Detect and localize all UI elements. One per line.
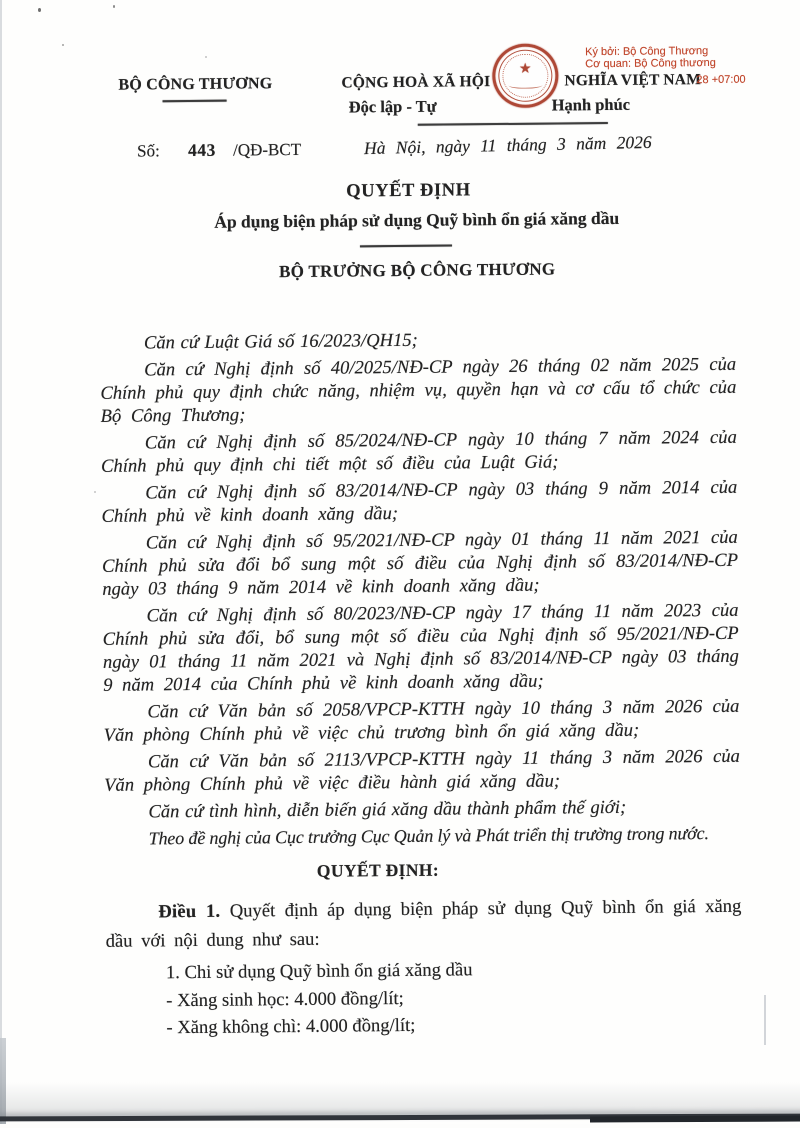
signature-agency: Cơ quan: Bộ Công thương: [585, 56, 716, 70]
document-title: QUYẾT ĐỊNH: [346, 180, 471, 202]
fund-usage-item: 1. Chi sử dụng Quỹ bình ổn giá xăng dầu: [165, 959, 473, 984]
preamble-paragraph: Căn cứ Văn bản số 2113/VPCP-KTTH ngày 11 tháng 3 năm 2026 của Văn phòng Chính phủ về việc điều hành giá xăng dầu;: [104, 745, 741, 796]
issuer-underline: [163, 100, 227, 103]
preamble-paragraph: Căn cứ Nghị định số 80/2023/NĐ-CP ngày 17 tháng 11 năm 2023 của Chính phủ sửa đổi, bổ sung một số điều của Nghị định số 95/2021/NĐ-CP ngày 01 tháng 11 năm 2021 và Nghị định số 83/2014/NĐ-CP ngày 03 tháng 9 năm 2014 của Chính phủ về kinh doanh xăng dầu;: [102, 599, 740, 696]
scan-speck: [113, 5, 115, 8]
national-motto-line1-left: CỘNG HOÀ XÃ HỘI: [341, 73, 491, 92]
signature-signed-by: Ký bởi: Bộ Công Thương: [585, 45, 709, 59]
scan-left-edge: [0, 0, 2, 1124]
article-1: [105, 892, 742, 956]
national-motto-line2-left: Độc lập - Tự: [348, 96, 437, 117]
scan-bottom-edge-dark: [590, 1116, 800, 1123]
decision-section: [105, 857, 743, 1043]
national-motto-line1-right: NGHĨA VIỆT NAM: [564, 71, 702, 90]
document-subject: Áp dụng biện pháp sử dụng Quỹ bình ổn giá xăng dầu: [214, 207, 620, 232]
scan-speck: [38, 8, 41, 12]
seal-star-icon: ★: [518, 61, 532, 77]
signature-timestamp-fragment: 28 +07:00: [696, 73, 746, 87]
article-1-label: Điều 1.: [158, 900, 221, 923]
scan-right-edge-line: [764, 995, 766, 1045]
preamble-paragraph: Căn cứ Luật Giá số 16/2023/QH15;: [143, 329, 418, 354]
issuing-agency-name: BỘ CÔNG THƯƠNG: [118, 75, 273, 94]
scan-speck: [94, 491, 96, 493]
preamble-paragraph: Căn cứ Nghị định số 95/2021/NĐ-CP ngày 01 tháng 11 năm 2021 của Chính phủ sửa đổi bổ sung một số điều của Nghị định số 83/2014/NĐ-CP ngày 03 tháng 9 năm 2014 về kinh doanh xăng dầu;: [101, 526, 739, 600]
scan-speck: [62, 44, 64, 46]
preamble-paragraph: Theo đề nghị của Cục trưởng Cục Quản lý và Phát triển thị trường trong nước.: [148, 823, 709, 849]
deciding-authority: BỘ TRƯỞNG BỘ CÔNG THƯƠNG: [278, 259, 556, 282]
preamble-section: [100, 326, 741, 855]
decision-heading: QUYẾT ĐỊNH:: [316, 859, 440, 881]
article-1-text: Quyết định áp dụng biện pháp sử dụng Quỹ bình ổn giá xăng dầu với nội dung như sau:: [105, 895, 742, 952]
doc-number-code: /QĐ-BCT: [232, 139, 302, 160]
preamble-paragraph: Căn cứ tình hình, diễn biến giá xăng dầu thành phẩm thế giới;: [148, 796, 627, 823]
place-date-line: Hà Nội, ngày 11 tháng 3 năm 2026: [363, 131, 652, 159]
subject-underline: [360, 244, 452, 247]
preamble-paragraph: Căn cứ Văn bản số 2058/VPCP-KTTH ngày 10 tháng 3 năm 2026 của Văn phòng Chính phủ về việc chủ trương bình ổn giá xăng dầu;: [103, 695, 740, 746]
digital-signature-note: [585, 46, 716, 70]
motto-underline: [418, 122, 608, 125]
preamble-paragraph: Căn cứ Nghị định số 40/2025/NĐ-CP ngày 26 tháng 02 năm 2025 của Chính phủ quy định chức năng, nhiệm vụ, quyền hạn và cơ cấu tổ chức của Bộ Công Thương;: [100, 353, 737, 427]
preamble-paragraph: Căn cứ Nghị định số 83/2014/NĐ-CP ngày 03 tháng 9 năm 2014 của Chính phủ về kinh doanh xăng dầu;: [101, 476, 738, 527]
national-motto-line2-right: Hạnh phúc: [551, 94, 631, 115]
scan-speck: [205, 56, 207, 58]
fund-usage-list: [106, 954, 743, 1043]
fund-usage-item: - Xăng sinh học: 4.000 đồng/lít;: [166, 987, 404, 1011]
fund-usage-item: - Xăng không chì: 4.000 đồng/lít;: [166, 1014, 416, 1039]
scan-bottom-shadow: [0, 1082, 800, 1116]
ministry-red-seal-icon: [492, 43, 559, 108]
doc-number-value: 443: [187, 139, 216, 161]
doc-number-label: Số:: [136, 141, 160, 161]
preamble-paragraph: Căn cứ Nghị định số 85/2024/NĐ-CP ngày 10 tháng 7 năm 2024 của Chính phủ quy định chi tiết một số điều của Luật Giá;: [100, 426, 737, 477]
